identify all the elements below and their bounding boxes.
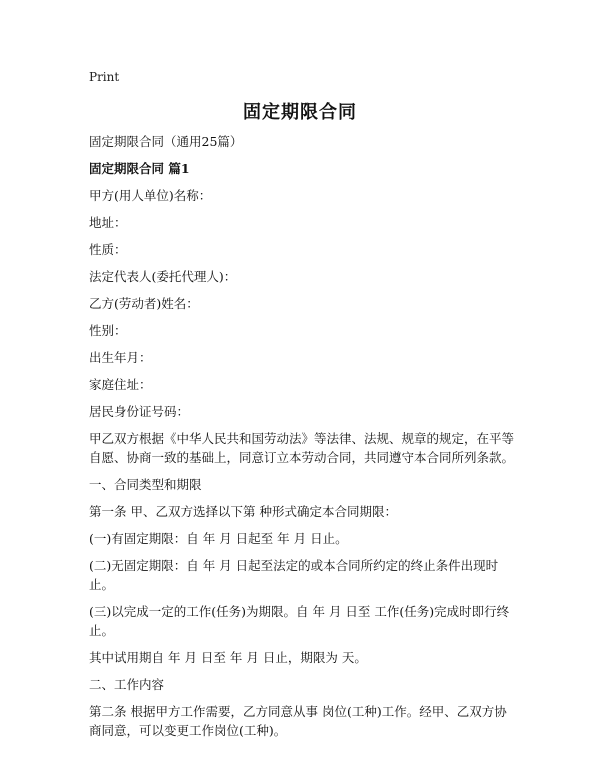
field-id-number: 居民身份证号码： — [89, 404, 190, 419]
field-address: 地址： — [89, 215, 127, 230]
field-nature: 性质： — [89, 242, 127, 257]
chapter-heading-2: 二、工作内容 — [89, 677, 165, 692]
clause-fixed-term: (一)有固定期限：自 年 月 日起至 年 月 日止。 — [89, 531, 348, 546]
field-employee-name: 乙方(劳动者)姓名： — [89, 296, 199, 311]
preamble-paragraph: 甲乙双方根据《中华人民共和国劳动法》等法律、法规、规章的规定，在平等自愿、协商一致的基础上，同意订立本劳动合同，共同遵守本合同所列条款。 — [89, 431, 515, 465]
chapter-heading-1: 一、合同类型和期限 — [89, 477, 202, 492]
article-2: 第二条 根据甲方工作需要，乙方同意从事 岗位(工种)工作。经甲、乙双方协商同意，可以变更工作岗位(工种)。 — [89, 704, 507, 738]
field-legal-representative: 法定代表人(委托代理人)： — [89, 269, 237, 284]
field-home-address: 家庭住址： — [89, 377, 152, 392]
document-body — [89, 132, 519, 748]
section-heading: 固定期限合同 篇1 — [89, 161, 190, 176]
subtitle-paragraph: 固定期限合同（通用25篇） — [89, 134, 243, 149]
probation-paragraph: 其中试用期自 年 月 日至 年 月 日止，期限为 天。 — [89, 650, 367, 665]
clause-task-term: (三)以完成一定的工作(任务)为期限。自 年 月 日至 工作(任务)完成时即行终止。 — [89, 604, 510, 638]
clause-open-term: (二)无固定期限：自 年 月 日起至法定的或本合同所约定的终止条件出现时止。 — [89, 558, 499, 592]
print-link[interactable]: Print — [89, 70, 120, 84]
field-gender: 性别： — [89, 323, 127, 338]
article-1: 第一条 甲、乙双方选择以下第 种形式确定本合同期限： — [89, 504, 397, 519]
field-birth-date: 出生年月： — [89, 350, 152, 365]
field-employer-name: 甲方(用人单位)名称： — [89, 188, 212, 203]
document-title: 固定期限合同 — [243, 102, 357, 123]
